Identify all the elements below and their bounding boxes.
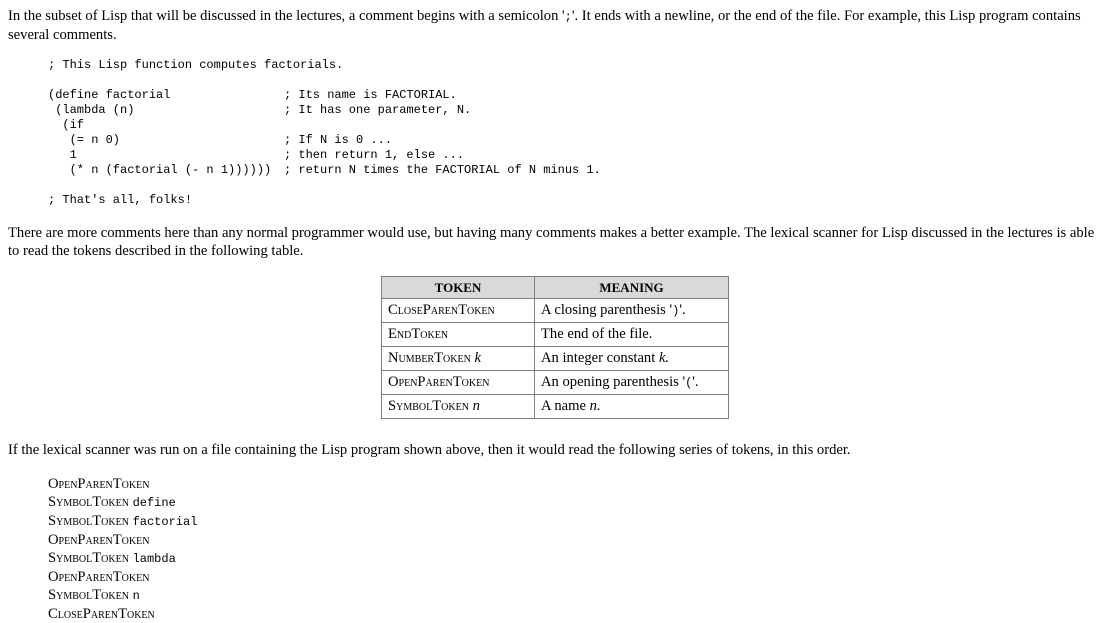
- token-table: [381, 276, 729, 419]
- intro-paragraph: [8, 7, 1100, 44]
- table-row: [382, 299, 729, 323]
- token-cell: [382, 299, 535, 323]
- table-row: [382, 323, 729, 347]
- list-item: [48, 568, 197, 586]
- table-header-token: TOKEN: [382, 277, 535, 299]
- intro-text-before: In the subset of Lisp that will be discussed in the lectures, a comment begins with a semicolon ': [8, 8, 565, 24]
- list-item: [48, 512, 197, 531]
- token-value: lambda: [132, 552, 176, 566]
- token-name: OpenParenToken: [48, 532, 150, 548]
- code-line: (if: [48, 118, 85, 132]
- token-name: OpenParenToken: [48, 476, 150, 492]
- token-name: EndToken: [388, 326, 449, 342]
- token-name: SymbolToken: [48, 550, 129, 566]
- table-header-meaning: MEANING: [535, 277, 729, 299]
- meaning-code: (: [685, 376, 693, 390]
- token-name: OpenParenToken: [48, 569, 150, 585]
- meaning-cell: [535, 323, 729, 347]
- list-item: [48, 605, 197, 623]
- intro-text-after: '. It ends with a newline, or the end of the file. For example, this Lisp program contains several comments.: [8, 8, 1081, 43]
- meaning-text: A name: [541, 398, 590, 414]
- code-comment: ; It has one parameter, N.: [284, 103, 472, 117]
- token-value: factorial: [132, 515, 198, 529]
- table-row: [382, 371, 729, 395]
- meaning-text: The end of the file.: [541, 326, 653, 342]
- last-paragraph: If the lexical scanner was run on a file containing the Lisp program shown above, then it would read the following series of tokens, in this order.: [8, 442, 851, 458]
- middle-paragraph: There are more comments here than any normal programmer would use, but having many comments makes a better example. The lexical scanner for Lisp discussed in the lectures is able to read the tokens described in the following table.: [8, 225, 1095, 259]
- token-name: SymbolToken: [48, 494, 129, 510]
- list-item: [48, 493, 197, 512]
- meaning-cell: [535, 395, 729, 419]
- semicolon-glyph: ;: [564, 10, 572, 24]
- code-line: 1: [48, 148, 77, 162]
- token-name: OpenParenToken: [388, 374, 490, 390]
- token-cell: [382, 395, 535, 419]
- token-cell: [382, 371, 535, 395]
- token-name: SymbolToken: [48, 513, 129, 529]
- table-header-row: [382, 277, 729, 299]
- list-item: [48, 586, 197, 605]
- token-cell: [382, 323, 535, 347]
- code-comment: ; If N is 0 ...: [284, 133, 393, 147]
- meaning-cell: [535, 371, 729, 395]
- token-name: CloseParenToken: [48, 606, 155, 622]
- meaning-text: A closing parenthesis ': [541, 302, 673, 318]
- meaning-text: An opening parenthesis ': [541, 374, 686, 390]
- code-comment-bottom: ; That's all, folks!: [48, 193, 193, 207]
- list-item: [48, 531, 197, 549]
- list-item: [48, 549, 197, 568]
- meaning-tail: n.: [589, 398, 601, 414]
- code-line: (* n (factorial (- n 1)))))): [48, 163, 272, 177]
- code-comment: ; return N times the FACTORIAL of N minus 1.: [284, 163, 601, 177]
- code-comment-top: ; This Lisp function computes factorials.: [48, 58, 344, 72]
- meaning-tail: '.: [692, 374, 699, 390]
- meaning-code: ): [672, 304, 680, 318]
- token-name: SymbolToken: [48, 587, 129, 603]
- code-line: (= n 0): [48, 133, 121, 147]
- table-row: [382, 395, 729, 419]
- token-name: NumberToken: [388, 350, 471, 366]
- meaning-tail: '.: [679, 302, 686, 318]
- meaning-tail: k.: [658, 350, 670, 366]
- token-name: CloseParenToken: [388, 302, 495, 318]
- token-series-list: [48, 475, 197, 623]
- token-arg: n: [472, 398, 480, 414]
- code-line: (define factorial: [48, 88, 171, 102]
- meaning-cell: [535, 299, 729, 323]
- table-row: [382, 347, 729, 371]
- code-line: (lambda (n): [48, 103, 135, 117]
- token-value: n: [132, 589, 140, 603]
- meaning-cell: [535, 347, 729, 371]
- list-item: [48, 475, 197, 493]
- token-name: SymbolToken: [388, 398, 469, 414]
- token-arg: k: [474, 350, 481, 366]
- code-comment: ; Its name is FACTORIAL.: [284, 88, 457, 102]
- token-value: define: [132, 496, 176, 510]
- token-cell: [382, 347, 535, 371]
- meaning-text: An integer constant: [541, 350, 659, 366]
- code-comment: ; then return 1, else ...: [284, 148, 465, 162]
